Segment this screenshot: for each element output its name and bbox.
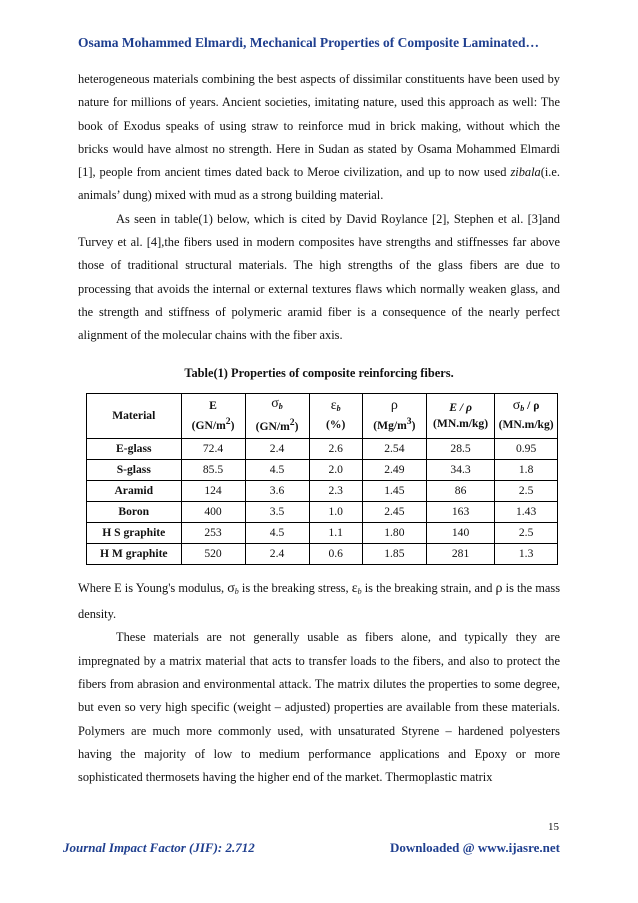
zibala-term: zibala: [510, 165, 541, 180]
table-row: S-glass 85.5 4.5 2.0 2.49 34.3 1.8: [87, 459, 558, 480]
header-breaking-stress: $\sigma_b$ $(GN/m^2)$: [245, 393, 309, 438]
header-specific-strength: $\sigma_b$ / ρ (MN.m/kg): [495, 393, 558, 438]
table-row: E-glass 72.4 2.4 2.6 2.54 28.5 0.95: [87, 438, 558, 459]
journal-impact-factor: Journal Impact Factor (JIF): 2.712: [63, 840, 255, 855]
header-breaking-strain: $\varepsilon_b$ (%): [309, 393, 362, 438]
running-header: Osama Mohammed Elmardi, Mechanical Properties of Composite Laminated…: [78, 35, 539, 50]
table-caption: Table(1) Properties of composite reinforcing fibers.: [184, 365, 454, 380]
page-number: 15: [548, 821, 559, 833]
table-row: H S graphite 253 4.5 1.1 1.80 140 2.5: [87, 522, 558, 543]
header-specific-modulus: E / ρ (MN.m/kg): [426, 393, 494, 438]
fiber-properties-table: [86, 393, 558, 565]
header-modulus: E $(GN/m^2)$: [181, 393, 245, 438]
download-source: Downloaded @ www.ijasre.net: [389, 840, 560, 855]
paragraph-2: As seen in table(1) below, which is cited by David Roylance [2], Stephen et al. [3]and Turvey et al. [4],the fibers used in modern composites have strengths and stiffnesses far above those of traditional structural materials. The high strengths of the glass fibers are due to processing that avoids the internal or external textures flaws which normally weaken glass, and the strength and stiffness of polymeric aramid fiber is a consequence of the nearly perfect alignment of the molecular chains with the fiber axis.: [78, 211, 560, 343]
table-row: H M graphite 520 2.4 0.6 1.85 281 1.3: [87, 543, 558, 564]
paragraph-3: These materials are not generally usable as fibers alone, and typically they are impregnated by a matrix material that acts to transfer loads to the fibers, and also to protect the fibers from abrasion and environmental attack. The matrix dilutes the properties to some degree, but even so very high specific (weight – adjusted) properties are available from these materials. Polymers are much more commonly used, with unsaturated Styrene – hardened polyesters having the majority of low to medium performance applications and Epoxy or more sophisticated thermosets having the higher end of the market. Thermoplastic matrix: [78, 630, 560, 785]
table-row: Boron 400 3.5 1.0 2.45 163 1.43: [87, 501, 558, 522]
table-header-row: [87, 393, 558, 438]
table-row: Aramid 124 3.6 2.3 1.45 86 2.5: [87, 480, 558, 501]
paragraph-1: heterogeneous materials combining the best aspects of dissimilar constituents have been used by nature for millions of years. Ancient societies, imitating nature, used this approach as well: The book of Exodus speaks of using straw to reinforce mud in brick making, without which the bricks would have almost no strength. Here in Sudan as stated by Osama Mohammed Elmardi [1], people from ancient times dated back to Meroe civilization, and up to now used zibala(i.e. animals’ dung) mixed with mud as a strong building material.: [78, 72, 560, 203]
header-density: ρ $(Mg/m^3)$: [362, 393, 426, 438]
header-material: Material: [87, 393, 182, 438]
main-content: [78, 68, 560, 790]
symbol-definitions: Where E is Young's modulus, $\sigma_b$ is the breaking stress, $\varepsilon_b$ is the breaking strain, and ρ is the mass density.: [78, 580, 561, 622]
